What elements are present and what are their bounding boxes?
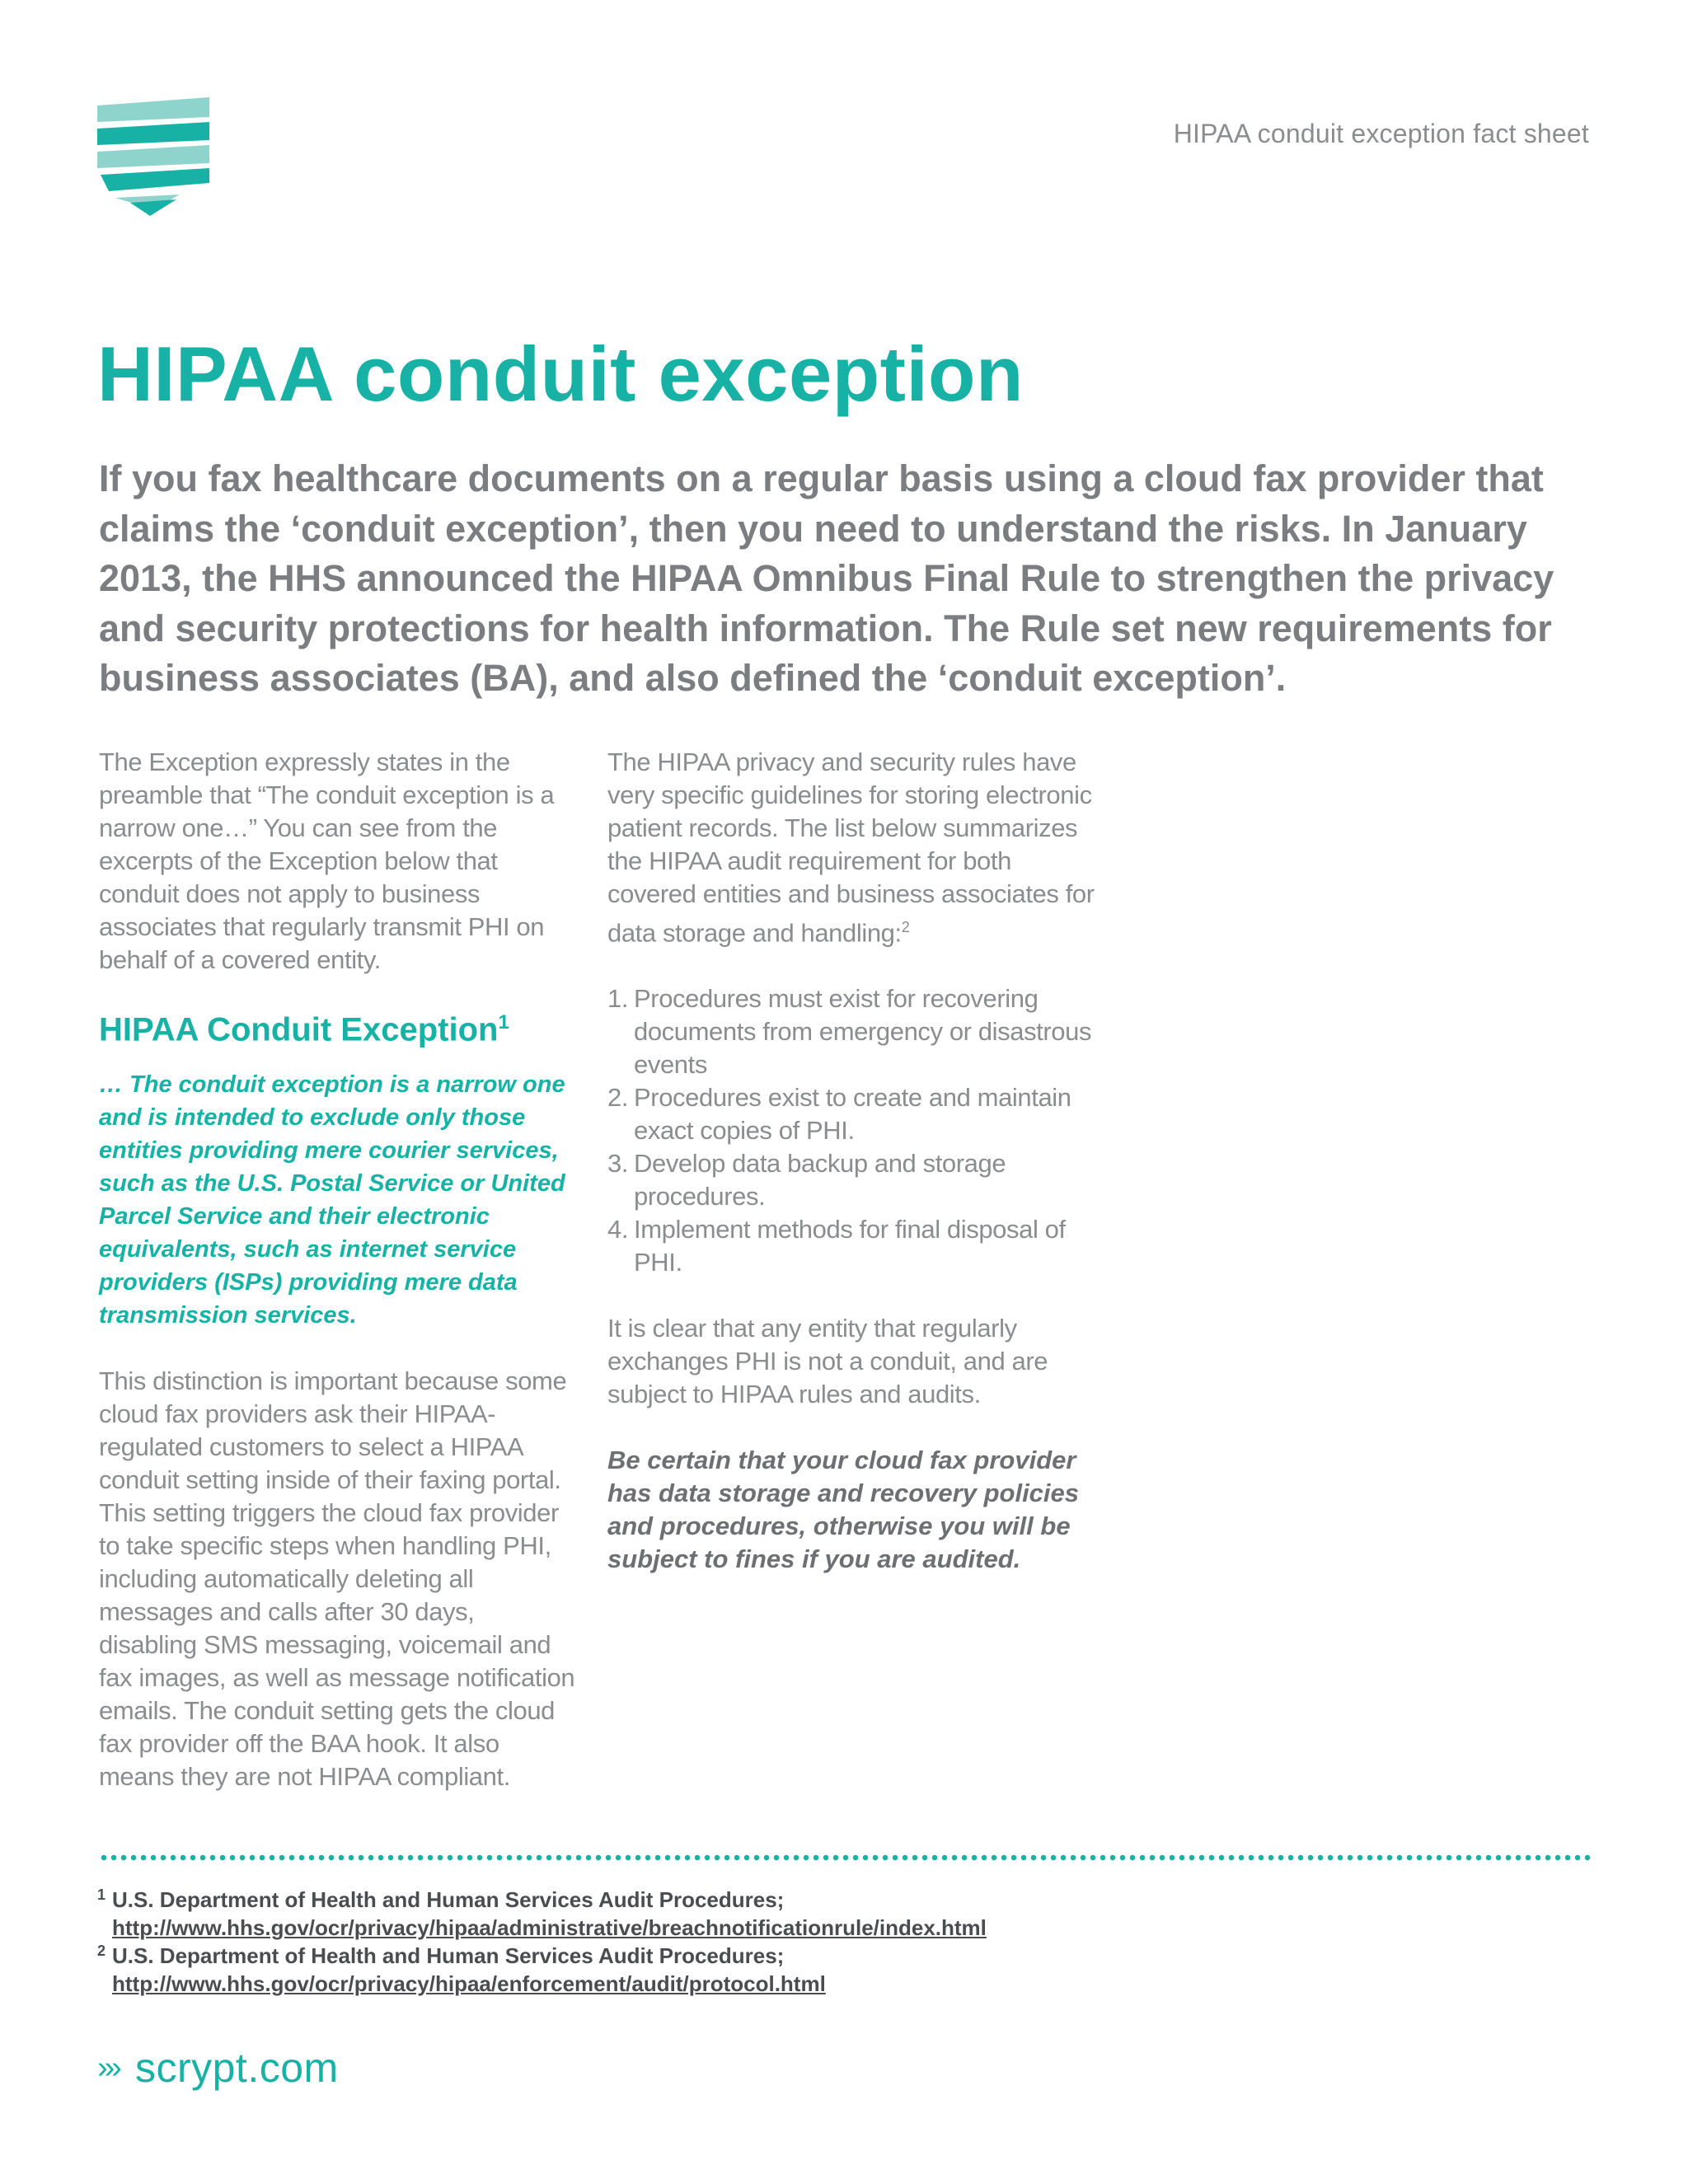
footnote-1: [97, 1886, 1251, 1942]
list-item-text: Implement methods for final disposal of PHI.: [634, 1215, 1066, 1277]
footnotes: [97, 1886, 1251, 1998]
list-item-text: Develop data backup and storage procedures.: [634, 1149, 1006, 1212]
list-item-number: 4.: [607, 1215, 629, 1244]
middle-paragraph-2: It is clear that any entity that regularly exchanges PHI is not a conduit, and are subject to HIPAA rules and audits.: [607, 1314, 1048, 1409]
shield-stripes-logo-icon: [97, 97, 209, 218]
header-title: HIPAA conduit exception fact sheet: [1173, 119, 1589, 148]
left-column: [99, 746, 577, 1793]
footnote-source: U.S. Department of Health and Human Services Audit Procedures;: [112, 1887, 785, 1912]
list-item: [607, 1081, 1102, 1147]
list-item-number: 3.: [607, 1149, 629, 1179]
callout-text: Be certain that your cloud fax provider has data storage and recovery policies and procedures, otherwise you will be subject to fines if you are audited.: [607, 1446, 1080, 1574]
intro-paragraph: If you fax healthcare documents on a regular basis using a cloud fax provider that claims the ‘conduit exception’, then you need to understand the risks. In January 2013, the HHS announced the HIPAA Omnibus Final Rule to strengthen the privacy and security protections for health information. The Rule set new requirements for business associates (BA), and also defined the ‘conduit exception’.: [99, 457, 1554, 699]
list-item: [607, 1213, 1102, 1279]
section-heading: [99, 1011, 577, 1048]
chevrons-icon: ›››: [97, 2050, 119, 2085]
middle-column: [607, 746, 1102, 1576]
list-item-text: Procedures exist to create and maintain exact copies of PHI.: [634, 1083, 1071, 1146]
list-item: [607, 982, 1102, 1081]
paragraph-footnote-ref[interactable]: 2: [901, 919, 910, 935]
middle-paragraph-1: [607, 746, 1102, 949]
list-item-text: Procedures must exist for recovering documents from emergency or disastrous events: [634, 984, 1092, 1080]
heading-footnote-ref[interactable]: 1: [498, 1011, 509, 1033]
page-title: HIPAA conduit exception: [97, 330, 1024, 417]
footnote-2: [97, 1942, 1251, 1998]
section-heading-text: HIPAA Conduit Exception: [99, 1011, 499, 1048]
website-link[interactable]: scrypt.com: [134, 2045, 339, 2091]
requirements-list: [607, 982, 1102, 1279]
footnote-number: 1: [97, 1886, 106, 1903]
footnote-link[interactable]: http://www.hhs.gov/ocr/privacy/hipaa/administrative/breachnotificationrule/index.html: [112, 1915, 987, 1940]
footnote-source: U.S. Department of Health and Human Services Audit Procedures;: [112, 1943, 785, 1968]
exception-quote: … The conduit exception is a narrow one and is intended to exclude only those entities providing mere courier services, such as the U.S. Postal Service or United Parcel Service and their electronic equivalents, such as internet service providers (ISPs) providing mere data transmission services.: [99, 1071, 565, 1329]
dotted-divider: [99, 1854, 1591, 1861]
list-item-number: 1.: [607, 984, 629, 1014]
footnote-link[interactable]: http://www.hhs.gov/ocr/privacy/hipaa/enforcement/audit/protocol.html: [112, 1971, 826, 1996]
left-paragraph-1: The Exception expressly states in the preamble that “The conduit exception is a narrow one…” You can see from the excerpts of the Exception below that conduit does not apply to business associates that regularly transmit PHI on behalf of a covered entity.: [99, 748, 555, 974]
list-item-number: 2.: [607, 1083, 629, 1113]
list-item: [607, 1147, 1102, 1213]
footer: [97, 2044, 339, 2092]
left-paragraph-2: This distinction is important because some cloud fax providers ask their HIPAA-regulated customers to select a HIPAA conduit setting inside of their faxing portal. This setting triggers the cloud fax provider to take specific steps when handling PHI, including automatically deleting all messages and calls after 30 days, disabling SMS messaging, voicemail and fax images, as well as message notification emails. The conduit setting gets the cloud fax provider off the BAA hook. It also means they are not HIPAA compliant.: [99, 1366, 575, 1792]
middle-paragraph-1-text: The HIPAA privacy and security rules have very specific guidelines for storing electronic patient records. The list below summarizes the HIPAA audit requirement for both covered entities and business associates for data storage and handling:: [607, 748, 1095, 948]
footnote-number: 2: [97, 1943, 106, 1959]
